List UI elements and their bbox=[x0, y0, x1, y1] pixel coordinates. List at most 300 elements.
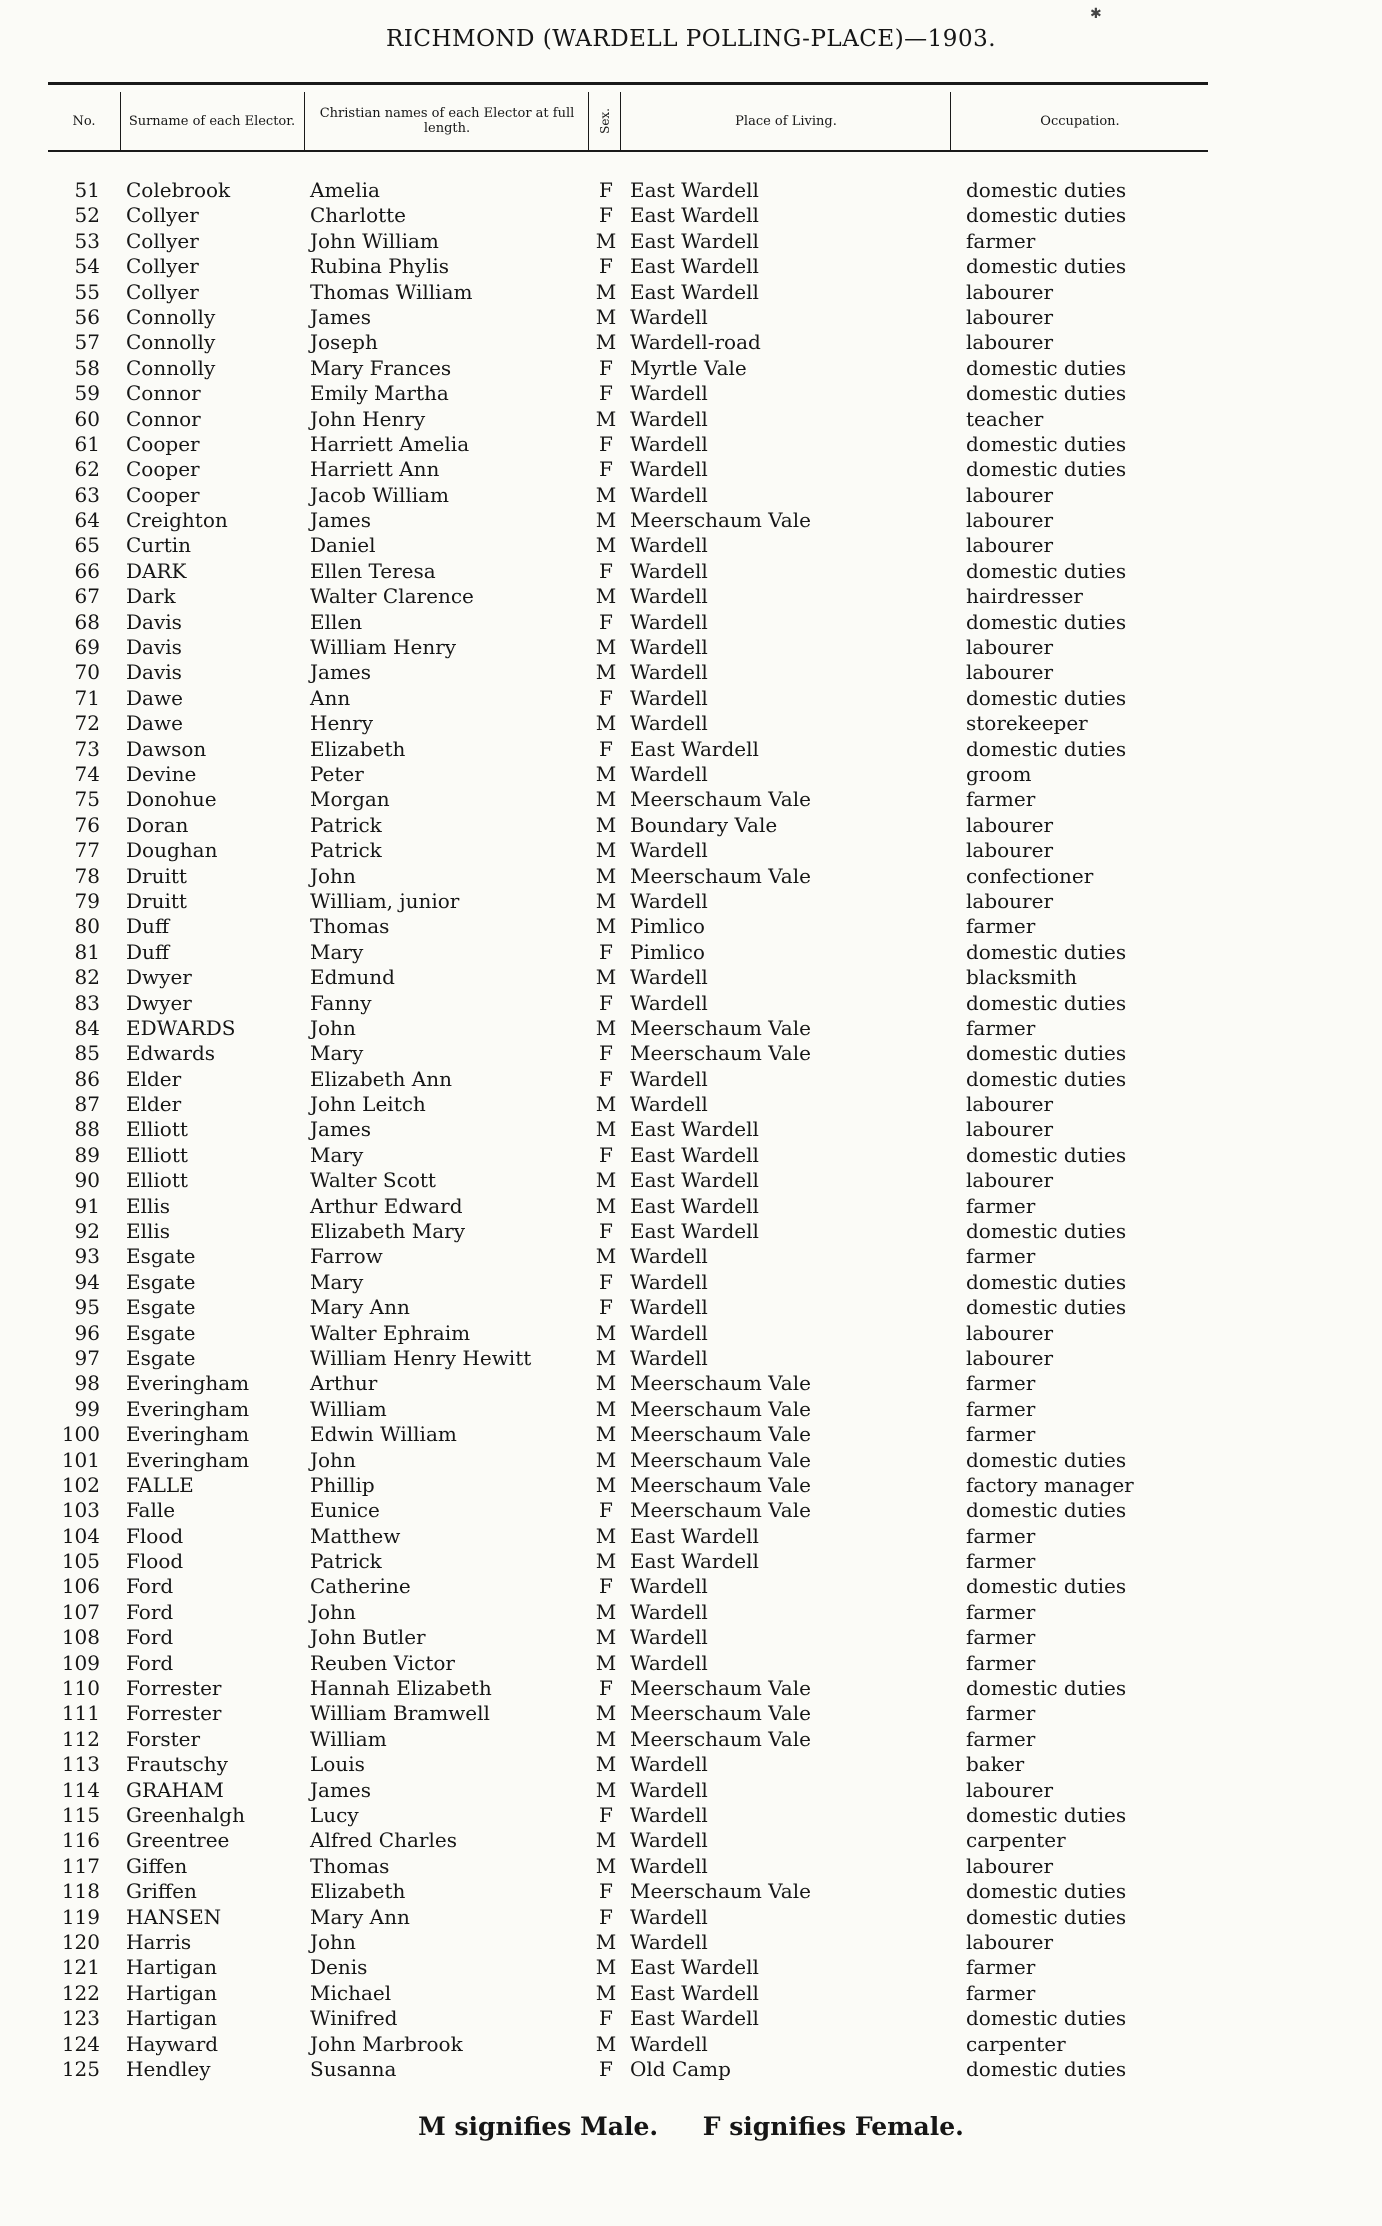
elector-sex: M bbox=[595, 533, 617, 558]
elector-number: 78 bbox=[74, 863, 100, 888]
elector-number: 102 bbox=[61, 1472, 100, 1497]
elector-place-of-living: Wardell bbox=[630, 533, 708, 558]
elector-place-of-living: Meerschaum Vale bbox=[630, 1447, 811, 1472]
elector-occupation: domestic duties bbox=[966, 558, 1127, 583]
elector-number: 87 bbox=[74, 1092, 100, 1117]
elector-place-of-living: East Wardell bbox=[630, 203, 759, 228]
elector-number: 89 bbox=[74, 1142, 100, 1167]
table-row bbox=[0, 1346, 1382, 1371]
elector-surname: Flood bbox=[126, 1523, 184, 1548]
elector-occupation: hairdresser bbox=[966, 584, 1083, 609]
elector-christian-names: Phillip bbox=[310, 1472, 375, 1497]
elector-number: 104 bbox=[61, 1523, 100, 1548]
table-row bbox=[0, 229, 1382, 254]
elector-surname: Forrester bbox=[126, 1701, 222, 1726]
elector-sex: F bbox=[599, 990, 613, 1015]
table-row bbox=[0, 584, 1382, 609]
elector-sex: M bbox=[595, 863, 617, 888]
table-row bbox=[0, 508, 1382, 533]
elector-sex: F bbox=[599, 1879, 613, 1904]
table-row bbox=[0, 1651, 1382, 1676]
elector-number: 109 bbox=[61, 1650, 100, 1675]
elector-place-of-living: East Wardell bbox=[630, 178, 759, 202]
elector-christian-names: Peter bbox=[310, 761, 364, 786]
elector-occupation: carpenter bbox=[966, 2031, 1066, 2056]
elector-number: 71 bbox=[74, 685, 100, 710]
table-row bbox=[0, 940, 1382, 965]
elector-christian-names: Harriett Amelia bbox=[310, 431, 470, 456]
elector-place-of-living: Wardell bbox=[630, 1295, 708, 1320]
elector-christian-names: Thomas William bbox=[310, 279, 473, 304]
table-row bbox=[0, 1778, 1382, 1803]
elector-surname: Everingham bbox=[126, 1422, 250, 1447]
elector-occupation: storekeeper bbox=[966, 711, 1088, 736]
elector-christian-names: John bbox=[310, 1447, 356, 1472]
elector-occupation: domestic duties bbox=[966, 685, 1127, 710]
elector-sex: F bbox=[599, 254, 613, 279]
table-row bbox=[0, 635, 1382, 660]
col-header-no: No. bbox=[72, 113, 96, 129]
elector-christian-names: Ellen bbox=[310, 609, 363, 634]
table-row bbox=[0, 686, 1382, 711]
table-row bbox=[0, 711, 1382, 736]
elector-christian-names: Walter Clarence bbox=[310, 584, 474, 609]
elector-surname: Esgate bbox=[126, 1345, 196, 1370]
elector-christian-names: Daniel bbox=[310, 533, 376, 558]
table-row bbox=[0, 1752, 1382, 1777]
elector-number: 105 bbox=[61, 1549, 100, 1574]
elector-number: 116 bbox=[61, 1828, 100, 1853]
elector-surname: Esgate bbox=[126, 1295, 196, 1320]
elector-christian-names: John Butler bbox=[310, 1625, 426, 1650]
elector-christian-names: Louis bbox=[310, 1752, 365, 1777]
elector-christian-names: John bbox=[310, 1599, 356, 1624]
elector-occupation: labourer bbox=[966, 279, 1054, 304]
elector-sex: M bbox=[595, 1599, 617, 1624]
elector-occupation: farmer bbox=[966, 1193, 1036, 1218]
elector-surname: Connor bbox=[126, 406, 201, 431]
table-row bbox=[0, 280, 1382, 305]
elector-christian-names: James bbox=[310, 1777, 372, 1802]
elector-number: 110 bbox=[61, 1676, 100, 1701]
elector-place-of-living: Wardell bbox=[630, 1929, 708, 1954]
elector-surname: Ellis bbox=[126, 1219, 171, 1244]
col-header-surname: Surname of each Elector. bbox=[128, 113, 296, 129]
elector-occupation: domestic duties bbox=[966, 609, 1127, 634]
elector-surname: Collyer bbox=[126, 203, 199, 228]
elector-occupation: domestic duties bbox=[966, 431, 1127, 456]
table-row bbox=[0, 407, 1382, 432]
elector-place-of-living: Wardell bbox=[630, 482, 708, 507]
elector-sex: M bbox=[595, 1244, 617, 1269]
elector-occupation: domestic duties bbox=[966, 1269, 1127, 1294]
elector-surname: Elliott bbox=[126, 1168, 188, 1193]
elector-number: 122 bbox=[61, 1980, 100, 2005]
elector-number: 124 bbox=[61, 2031, 100, 2056]
elector-christian-names: Denis bbox=[310, 1955, 368, 1980]
table-row bbox=[0, 1244, 1382, 1269]
elector-place-of-living: Wardell bbox=[630, 965, 708, 990]
elector-surname: Greenhalgh bbox=[126, 1803, 245, 1827]
table-row bbox=[0, 965, 1382, 990]
elector-place-of-living: Meerschaum Vale bbox=[630, 1015, 811, 1040]
table-row bbox=[0, 1676, 1382, 1701]
elector-surname: Ford bbox=[126, 1599, 174, 1624]
elector-christian-names: Elizabeth Mary bbox=[310, 1219, 466, 1244]
table-row bbox=[0, 1828, 1382, 1853]
table-row bbox=[0, 432, 1382, 457]
elector-occupation: farmer bbox=[966, 1422, 1036, 1447]
elector-surname: Doran bbox=[126, 812, 189, 837]
elector-surname: Everingham bbox=[126, 1371, 250, 1396]
elector-place-of-living: Wardell bbox=[630, 1752, 708, 1777]
elector-christian-names: Mary bbox=[310, 1142, 364, 1167]
elector-occupation: labourer bbox=[966, 304, 1054, 329]
table-row bbox=[0, 1473, 1382, 1498]
table-row bbox=[0, 762, 1382, 787]
elector-occupation: farmer bbox=[966, 1371, 1036, 1396]
elector-surname: Connolly bbox=[126, 304, 216, 329]
elector-christian-names: William Henry bbox=[310, 635, 457, 660]
elector-occupation: farmer bbox=[966, 914, 1036, 939]
elector-number: 63 bbox=[74, 482, 100, 507]
elector-sex: F bbox=[599, 1219, 613, 1244]
table-row bbox=[0, 1067, 1382, 1092]
elector-place-of-living: East Wardell bbox=[630, 1219, 759, 1244]
elector-sex: M bbox=[595, 304, 617, 329]
elector-number: 65 bbox=[74, 533, 100, 558]
elector-christian-names: Hannah Elizabeth bbox=[310, 1676, 492, 1701]
elector-sex: F bbox=[599, 381, 613, 406]
elector-number: 85 bbox=[74, 1041, 100, 1066]
elector-sex: F bbox=[599, 609, 613, 634]
elector-sex: F bbox=[599, 1904, 613, 1929]
table-row bbox=[0, 203, 1382, 228]
elector-place-of-living: Wardell bbox=[630, 761, 708, 786]
elector-christian-names: John William bbox=[310, 228, 439, 253]
elector-occupation: domestic duties bbox=[966, 1041, 1127, 1066]
elector-sex: M bbox=[595, 508, 617, 533]
table-row bbox=[0, 1422, 1382, 1447]
table-row bbox=[0, 1016, 1382, 1041]
elector-occupation: domestic duties bbox=[966, 1676, 1127, 1701]
elector-surname: Connolly bbox=[126, 355, 216, 380]
elector-christian-names: Elizabeth bbox=[310, 736, 406, 761]
table-row bbox=[0, 1270, 1382, 1295]
elector-sex: F bbox=[599, 1041, 613, 1066]
elector-place-of-living: Boundary Vale bbox=[630, 812, 778, 837]
elector-christian-names: Ellen Teresa bbox=[310, 558, 436, 583]
elector-sex: F bbox=[599, 1295, 613, 1320]
elector-sex: F bbox=[599, 355, 613, 380]
elector-place-of-living: Meerschaum Vale bbox=[630, 1041, 811, 1066]
elector-place-of-living: Wardell bbox=[630, 1320, 708, 1345]
elector-sex: F bbox=[599, 1066, 613, 1091]
elector-sex: M bbox=[595, 1345, 617, 1370]
col-header-christian: Christian names of each Elector at full length. bbox=[319, 106, 575, 136]
elector-sex: M bbox=[595, 279, 617, 304]
elector-number: 88 bbox=[74, 1117, 100, 1142]
elector-place-of-living: Wardell bbox=[630, 1244, 708, 1269]
elector-occupation: domestic duties bbox=[966, 178, 1127, 202]
elector-place-of-living: Wardell bbox=[630, 1828, 708, 1853]
elector-surname: Collyer bbox=[126, 254, 199, 279]
elector-christian-names: James bbox=[310, 508, 372, 533]
table-row bbox=[0, 1854, 1382, 1879]
elector-occupation: farmer bbox=[966, 1523, 1036, 1548]
elector-place-of-living: Meerschaum Vale bbox=[630, 1701, 811, 1726]
elector-christian-names: Patrick bbox=[310, 1549, 382, 1574]
elector-sex: M bbox=[595, 1396, 617, 1421]
elector-sex: M bbox=[595, 1828, 617, 1853]
elector-number: 60 bbox=[74, 406, 100, 431]
column-divider bbox=[304, 92, 305, 150]
elector-place-of-living: East Wardell bbox=[630, 279, 759, 304]
elector-number: 119 bbox=[61, 1904, 100, 1929]
elector-christian-names: Charlotte bbox=[310, 203, 407, 228]
elector-sex: F bbox=[599, 2006, 613, 2031]
elector-occupation: domestic duties bbox=[966, 1904, 1127, 1929]
table-row bbox=[0, 1321, 1382, 1346]
elector-place-of-living: Wardell bbox=[630, 1904, 708, 1929]
elector-christian-names: James bbox=[310, 660, 372, 685]
elector-place-of-living: Wardell bbox=[630, 990, 708, 1015]
elector-place-of-living: Wardell bbox=[630, 431, 708, 456]
elector-place-of-living: Wardell bbox=[630, 1066, 708, 1091]
elector-surname: Esgate bbox=[126, 1269, 196, 1294]
table-row bbox=[0, 1981, 1382, 2006]
elector-sex: M bbox=[595, 330, 617, 355]
elector-place-of-living: Wardell bbox=[630, 584, 708, 609]
elector-number: 100 bbox=[61, 1422, 100, 1447]
elector-number: 56 bbox=[74, 304, 100, 329]
elector-christian-names: Henry bbox=[310, 711, 374, 736]
elector-number: 117 bbox=[61, 1853, 100, 1878]
table-row bbox=[0, 178, 1382, 203]
elector-sex: M bbox=[595, 1929, 617, 1954]
header-rule-bottom bbox=[48, 150, 1208, 152]
elector-sex: M bbox=[595, 1193, 617, 1218]
elector-surname: Forrester bbox=[126, 1676, 222, 1701]
table-row bbox=[0, 330, 1382, 355]
elector-occupation: labourer bbox=[966, 1929, 1054, 1954]
elector-surname: Dawson bbox=[126, 736, 207, 761]
elector-christian-names: John bbox=[310, 1015, 356, 1040]
elector-place-of-living: Wardell bbox=[630, 1269, 708, 1294]
elector-christian-names: Harriett Ann bbox=[310, 457, 440, 482]
elector-sex: M bbox=[595, 812, 617, 837]
elector-surname: Hartigan bbox=[126, 2006, 217, 2031]
elector-christian-names: William Bramwell bbox=[310, 1701, 490, 1726]
elector-number: 83 bbox=[74, 990, 100, 1015]
elector-christian-names: Morgan bbox=[310, 787, 390, 812]
elector-christian-names: James bbox=[310, 1117, 372, 1142]
elector-surname: GRAHAM bbox=[126, 1777, 224, 1802]
elector-surname: Colebrook bbox=[126, 178, 231, 202]
elector-number: 64 bbox=[74, 508, 100, 533]
elector-surname: Giffen bbox=[126, 1853, 188, 1878]
elector-occupation: domestic duties bbox=[966, 203, 1127, 228]
elector-number: 98 bbox=[74, 1371, 100, 1396]
elector-sex: M bbox=[595, 228, 617, 253]
elector-surname: Druitt bbox=[126, 863, 187, 888]
elector-occupation: farmer bbox=[966, 1396, 1036, 1421]
elector-sex: M bbox=[595, 1549, 617, 1574]
elector-surname: Donohue bbox=[126, 787, 217, 812]
elector-occupation: labourer bbox=[966, 1777, 1054, 1802]
elector-occupation: labourer bbox=[966, 635, 1054, 660]
elector-place-of-living: East Wardell bbox=[630, 228, 759, 253]
elector-surname: Everingham bbox=[126, 1447, 250, 1472]
elector-place-of-living: Wardell bbox=[630, 660, 708, 685]
elector-sex: M bbox=[595, 838, 617, 863]
elector-number: 101 bbox=[61, 1447, 100, 1472]
elector-sex: M bbox=[595, 482, 617, 507]
elector-surname: Hartigan bbox=[126, 1980, 217, 2005]
elector-christian-names: William Henry Hewitt bbox=[310, 1345, 532, 1370]
elector-surname: DARK bbox=[126, 558, 187, 583]
elector-number: 95 bbox=[74, 1295, 100, 1320]
elector-sex: M bbox=[595, 914, 617, 939]
elector-surname: Frautschy bbox=[126, 1752, 228, 1777]
elector-sex: F bbox=[599, 178, 613, 202]
elector-sex: M bbox=[595, 660, 617, 685]
elector-number: 113 bbox=[61, 1752, 100, 1777]
elector-occupation: labourer bbox=[966, 1320, 1054, 1345]
header-rule-top bbox=[48, 82, 1208, 85]
elector-christian-names: Arthur bbox=[310, 1371, 378, 1396]
elector-christian-names: Edwin William bbox=[310, 1422, 457, 1447]
elector-sex: M bbox=[595, 965, 617, 990]
elector-place-of-living: East Wardell bbox=[630, 1955, 759, 1980]
elector-occupation: domestic duties bbox=[966, 1803, 1127, 1827]
ink-mark: ✱ bbox=[1090, 6, 1102, 22]
elector-number: 62 bbox=[74, 457, 100, 482]
elector-number: 114 bbox=[61, 1777, 100, 1802]
table-row bbox=[0, 914, 1382, 939]
column-divider bbox=[588, 92, 589, 150]
elector-number: 75 bbox=[74, 787, 100, 812]
table-row bbox=[0, 1092, 1382, 1117]
elector-occupation: domestic duties bbox=[966, 2006, 1127, 2031]
col-header-sex-label: Sex. bbox=[597, 108, 612, 134]
elector-christian-names: Walter Ephraim bbox=[310, 1320, 471, 1345]
elector-number: 90 bbox=[74, 1168, 100, 1193]
elector-christian-names: Emily Martha bbox=[310, 381, 449, 406]
elector-occupation: carpenter bbox=[966, 1828, 1066, 1853]
elector-occupation: farmer bbox=[966, 1650, 1036, 1675]
elector-place-of-living: Pimlico bbox=[630, 939, 705, 964]
elector-occupation: labourer bbox=[966, 508, 1054, 533]
elector-place-of-living: Wardell bbox=[630, 1777, 708, 1802]
elector-number: 92 bbox=[74, 1219, 100, 1244]
elector-place-of-living: East Wardell bbox=[630, 254, 759, 279]
elector-occupation: farmer bbox=[966, 228, 1036, 253]
elector-place-of-living: East Wardell bbox=[630, 1117, 759, 1142]
elector-number: 107 bbox=[61, 1599, 100, 1624]
elector-number: 96 bbox=[74, 1320, 100, 1345]
elector-surname: Druitt bbox=[126, 888, 187, 913]
elector-christian-names: Patrick bbox=[310, 838, 382, 863]
elector-occupation: domestic duties bbox=[966, 355, 1127, 380]
elector-occupation: domestic duties bbox=[966, 1295, 1127, 1320]
table-row bbox=[0, 2006, 1382, 2031]
elector-place-of-living: East Wardell bbox=[630, 1193, 759, 1218]
table-row bbox=[0, 457, 1382, 482]
elector-number: 86 bbox=[74, 1066, 100, 1091]
elector-number: 68 bbox=[74, 609, 100, 634]
elector-surname: Elder bbox=[126, 1092, 182, 1117]
elector-place-of-living: East Wardell bbox=[630, 1142, 759, 1167]
elector-christian-names: Ann bbox=[310, 685, 351, 710]
elector-occupation: farmer bbox=[966, 1599, 1036, 1624]
table-row bbox=[0, 1524, 1382, 1549]
table-row bbox=[0, 1930, 1382, 1955]
elector-christian-names: Arthur Edward bbox=[310, 1193, 463, 1218]
table-row bbox=[0, 838, 1382, 863]
table-row bbox=[0, 1219, 1382, 1244]
elector-sex: M bbox=[595, 1955, 617, 1980]
elector-number: 72 bbox=[74, 711, 100, 736]
elector-place-of-living: East Wardell bbox=[630, 2006, 759, 2031]
elector-sex: F bbox=[599, 1574, 613, 1599]
elector-surname: Edwards bbox=[126, 1041, 216, 1066]
elector-number: 121 bbox=[61, 1955, 100, 1980]
elector-christian-names: John Marbrook bbox=[310, 2031, 463, 2056]
elector-surname: Dwyer bbox=[126, 990, 192, 1015]
table-row bbox=[0, 483, 1382, 508]
elector-occupation: groom bbox=[966, 761, 1032, 786]
elector-surname: Elliott bbox=[126, 1142, 188, 1167]
table-row bbox=[0, 1600, 1382, 1625]
elector-place-of-living: Meerschaum Vale bbox=[630, 1371, 811, 1396]
elector-surname: Cooper bbox=[126, 482, 200, 507]
elector-christian-names: John Leitch bbox=[310, 1092, 426, 1117]
elector-christian-names: Mary Frances bbox=[310, 355, 452, 380]
elector-surname: Forster bbox=[126, 1726, 201, 1751]
elector-occupation: domestic duties bbox=[966, 1879, 1127, 1904]
elector-christian-names: Patrick bbox=[310, 812, 382, 837]
legend-female: F signifies Female. bbox=[702, 2112, 964, 2141]
elector-number: 66 bbox=[74, 558, 100, 583]
elector-sex: F bbox=[599, 1803, 613, 1827]
elector-occupation: domestic duties bbox=[966, 1447, 1127, 1472]
table-row bbox=[0, 1448, 1382, 1473]
elector-number: 67 bbox=[74, 584, 100, 609]
elector-occupation: domestic duties bbox=[966, 939, 1127, 964]
elector-place-of-living: Wardell bbox=[630, 381, 708, 406]
elector-place-of-living: Meerschaum Vale bbox=[630, 1396, 811, 1421]
elector-surname: Dwyer bbox=[126, 965, 192, 990]
elector-surname: Collyer bbox=[126, 279, 199, 304]
elector-christian-names: William bbox=[310, 1726, 387, 1751]
elector-occupation: farmer bbox=[966, 1244, 1036, 1269]
table-row bbox=[0, 610, 1382, 635]
elector-place-of-living: Meerschaum Vale bbox=[630, 1422, 811, 1447]
elector-surname: Dark bbox=[126, 584, 176, 609]
elector-surname: Ellis bbox=[126, 1193, 171, 1218]
elector-place-of-living: Wardell bbox=[630, 1803, 708, 1827]
table-row bbox=[0, 1371, 1382, 1396]
elector-number: 120 bbox=[61, 1929, 100, 1954]
elector-occupation: farmer bbox=[966, 1015, 1036, 1040]
elector-sex: M bbox=[595, 1117, 617, 1142]
elector-number: 125 bbox=[61, 2056, 100, 2081]
elector-number: 97 bbox=[74, 1345, 100, 1370]
elector-number: 93 bbox=[74, 1244, 100, 1269]
elector-sex: M bbox=[595, 1625, 617, 1650]
table-row bbox=[0, 1168, 1382, 1193]
